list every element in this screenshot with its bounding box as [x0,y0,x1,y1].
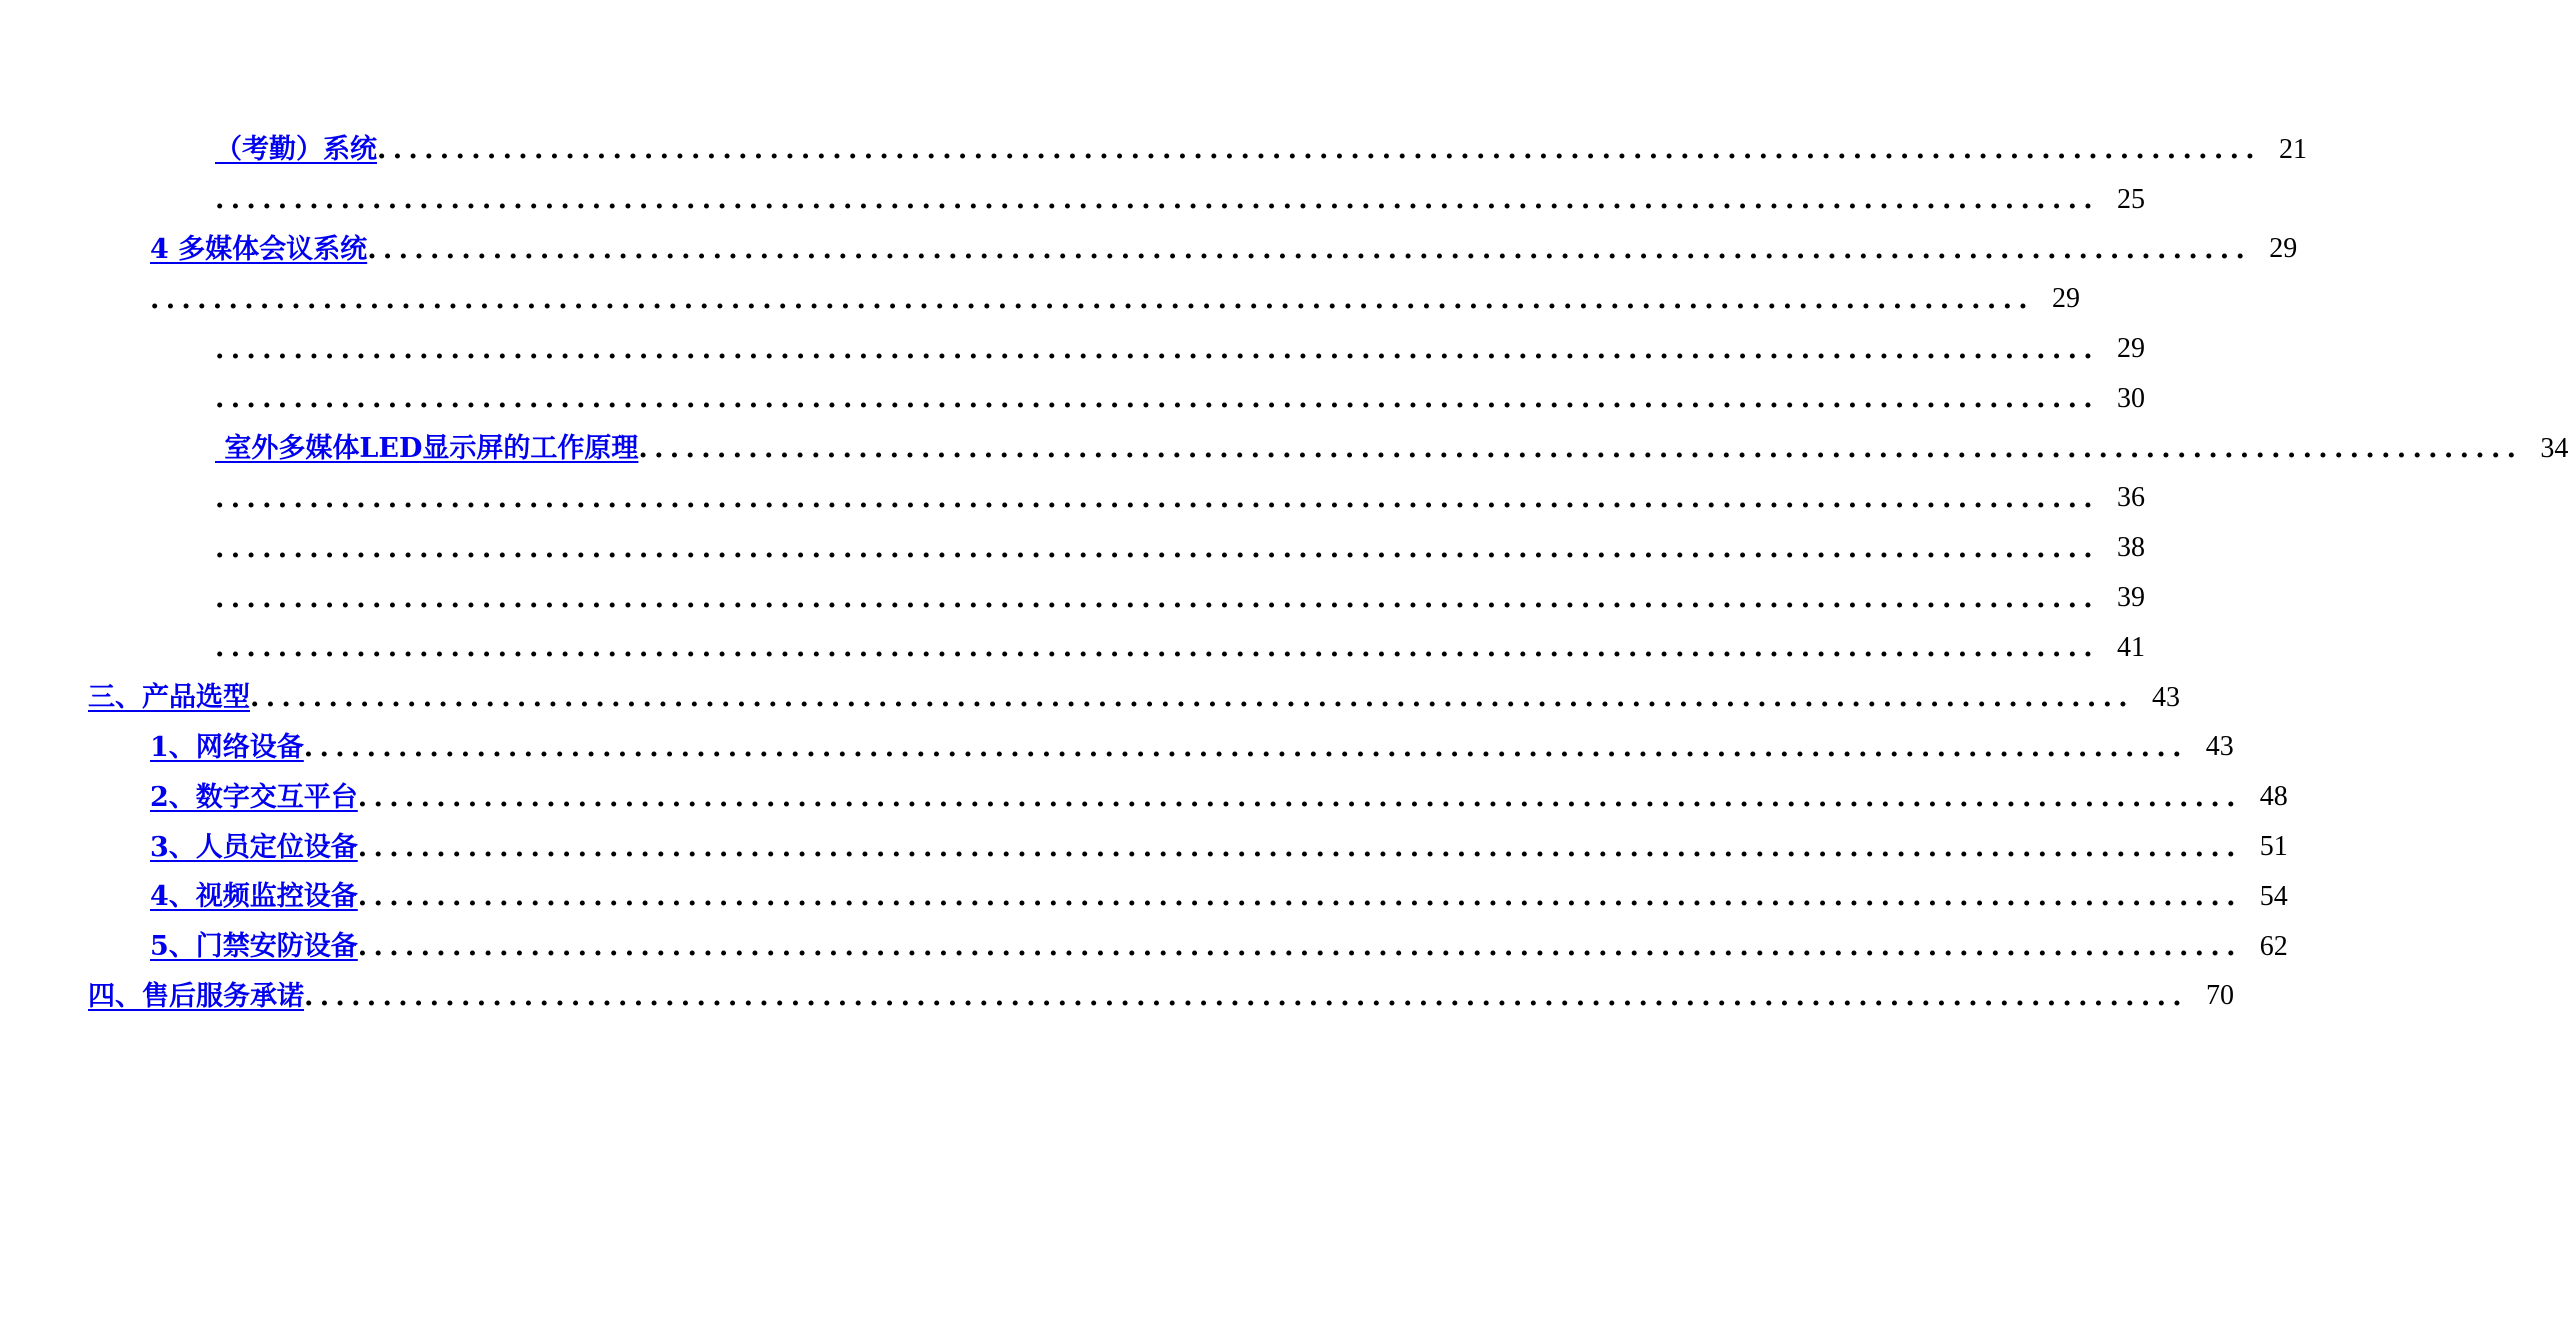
toc-entry-link[interactable]: 1、网络设备 [150,731,304,763]
toc-dot-leader: ........................................................................................................................ [215,482,2099,514]
toc-entry-link[interactable]: 四、售后服务承诺 [88,980,304,1012]
toc-page-number: 36 [2117,482,2145,514]
toc-entry-link[interactable]: 4、视频监控设备 [150,881,358,913]
toc-page-number: 51 [2259,831,2288,863]
toc-page-number: 39 [2117,582,2145,614]
toc-entry-link[interactable]: 4 多媒体会议系统 [150,233,368,265]
toc-dot-leader: ........................................................................................................................ [215,333,2099,365]
toc-page-number: 43 [2205,731,2234,763]
toc-page-number: 34 [2540,432,2568,464]
toc-dot-leader: ........................................................................................................................ [357,881,2242,913]
toc-page-number: 70 [2206,980,2234,1012]
toc-dot-leader: ........................................................................................................................ [303,731,2188,763]
toc-entry[interactable] [0,623,2145,673]
toc-dot-leader: ........................................................................................................................ [304,980,2188,1012]
toc-dot-leader: ........................................................................................................................ [215,582,2099,614]
toc-dot-leader: ........................................................................................................................ [215,632,2099,664]
toc-entry-link[interactable]: 5、门禁安防设备 [150,931,358,963]
toc-dot-leader: ........................................................................................................................ [377,134,2261,166]
toc-entry[interactable] [0,374,2145,424]
toc-dot-leader: ........................................................................................................................ [638,433,2523,465]
toc-entry[interactable] [0,175,2145,225]
toc-entry[interactable] [0,822,2288,872]
toc-entry[interactable] [0,573,2145,623]
toc-entry-link[interactable]: 三、产品选型 [88,682,250,714]
toc-dot-leader: ........................................................................................................................ [357,781,2242,813]
toc-entry[interactable] [0,872,2288,922]
toc-entry[interactable] [0,972,2234,1022]
toc-entry[interactable] [0,673,2180,723]
toc-dot-leader: ........................................................................................................................ [215,383,2099,415]
toc-dot-leader: ........................................................................................................................ [215,532,2099,564]
toc-dot-leader: ........................................................................................................................ [150,283,2034,315]
toc-page-number: 25 [2117,183,2145,215]
toc-page-number: 21 [2279,133,2307,165]
toc-dot-leader: ........................................................................................................................ [357,931,2242,963]
toc-page-number: 62 [2259,930,2288,962]
toc-dot-leader: ........................................................................................................................ [215,184,2099,216]
toc-entry[interactable] [0,324,2145,374]
toc-entry[interactable] [0,922,2288,972]
toc-dot-leader: ........................................................................................................................ [250,682,2134,714]
toc-page-number: 30 [2117,382,2145,414]
toc-entry-link[interactable]: （考勤）系统 [215,134,377,166]
toc-entry-link[interactable]: 3、人员定位设备 [150,831,358,863]
toc-dot-leader: ........................................................................................................................ [367,233,2252,265]
toc-dot-leader: ........................................................................................................................ [357,831,2242,863]
toc-page-number: 48 [2259,781,2288,813]
toc-page-number: 29 [2052,283,2080,315]
toc-page-number: 54 [2259,880,2288,912]
toc-page-number: 38 [2117,532,2145,564]
toc-page-number: 29 [2269,233,2298,265]
toc-entry[interactable] [0,125,2307,175]
toc-entry[interactable] [0,723,2234,773]
toc-entry[interactable] [0,274,2080,324]
toc-page-number: 41 [2117,631,2145,663]
toc-entry[interactable] [0,424,2568,474]
table-of-contents [0,125,2568,1021]
toc-page-number: 43 [2152,681,2180,713]
toc-entry[interactable] [0,225,2298,275]
toc-entry[interactable] [0,474,2145,524]
toc-entry-link[interactable]: 2、数字交互平台 [150,781,358,813]
toc-entry-link[interactable]: 室外多媒体LED显示屏的工作原理 [215,433,639,465]
toc-page-number: 29 [2117,333,2145,365]
toc-entry[interactable] [0,772,2288,822]
toc-entry[interactable] [0,523,2145,573]
